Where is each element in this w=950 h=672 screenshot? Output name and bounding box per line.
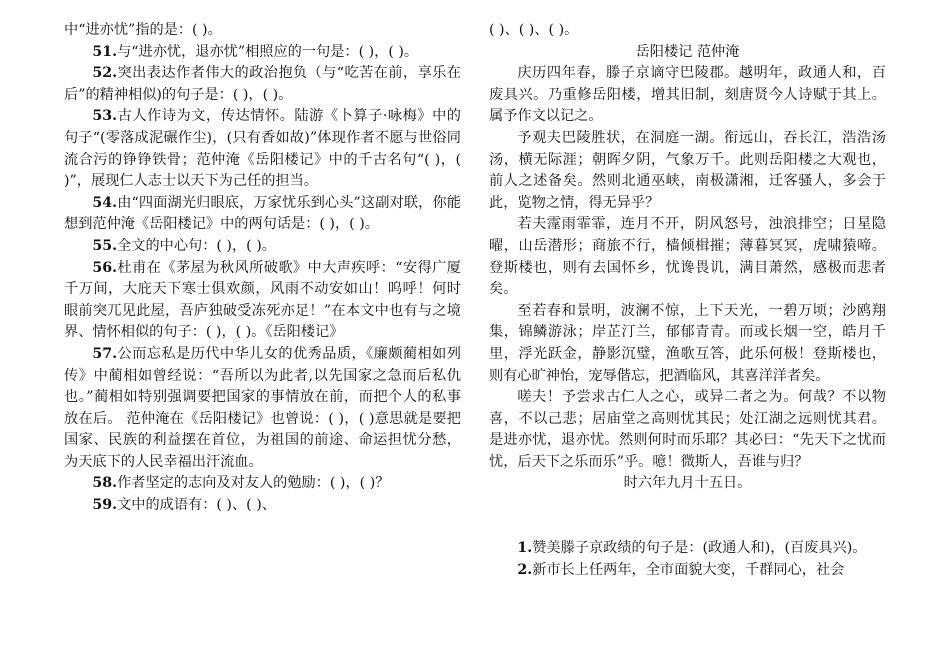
question-number: 53. <box>92 108 118 125</box>
spacer <box>489 495 886 538</box>
question-number: 59. <box>92 497 118 514</box>
question-52 <box>64 63 461 106</box>
question-text: 由“四面湖光归眼底，万家忧乐到心头”这副对联，你能想到范仲淹《岳阳楼记》中的两句话是：( )，( )。 <box>64 194 461 233</box>
question-2 <box>489 560 886 582</box>
question-text: 文中的成语有：( )、( )、 <box>117 497 276 514</box>
essay-paragraph: 庆历四年春，滕子京谪守巴陵郡。越明年，政通人和，百废具兴。乃重修岳阳楼，增其旧制，刻唐贤今人诗赋于其上。属予作文以记之。 <box>489 65 886 125</box>
question-59 <box>64 495 461 517</box>
question-56 <box>64 258 461 344</box>
question-58 <box>64 473 461 495</box>
question-55 <box>64 236 461 258</box>
question-1 <box>489 538 886 560</box>
essay-date: 时六年九月十五日。 <box>623 475 752 492</box>
essay-title: 岳阳楼记 范仲淹 <box>635 43 740 60</box>
question-text: 古人作诗为文，传达情怀。陆游《卜算子·咏梅》中的句子“(零落成泥碾作尘)，(只有香如故)”体现作者不愿与世俗同流合污的铮铮铁骨；范仲淹《岳阳楼记》中的千古名句“( )，( )”，展现仁人志士以天下为己任的担当。 <box>64 108 461 190</box>
question-number: 51. <box>92 43 118 60</box>
question-text: 突出表达作者伟大的政治抱负（与“吃苦在前，享乐在后”的精神相似)的句子是：( )，( )。 <box>64 65 461 103</box>
essay-paragraph: 至若春和景明，波澜不惊，上下天光，一碧万顷；沙鸥翔集，锦鳞游泳；岸芷汀兰，郁郁青青。而或长烟一空，皓月千里，浮光跃金，静影沉璧，渔歌互答，此乐何极！登斯楼也，则有心旷神怡，宠辱偕忘，把酒临风，其喜洋洋者矣。 <box>489 302 886 384</box>
question-text: 作者坚定的志向及对友人的勉励：( )，( )？ <box>117 475 390 492</box>
question-number: 54. <box>92 194 118 211</box>
question-text: 杜甫在《茅屋为秋风所破歌》中大声疾呼：“安得广厦千万间，大庇天下寒士俱欢颜，风雨不动安如山！呜呼！何时眼前突兀见此屋，吾庐独破受冻死亦足！”在本文中也有与之境界、情怀相似的句子：( )，( )。《岳阳楼记》 <box>64 259 461 341</box>
left-column <box>64 20 461 517</box>
essay-paragraph: 若夫霪雨霏霏，连月不开，阴风怒号，浊浪排空；日星隐曜，山岳潜形；商旅不行，樯倾楫摧；薄暮冥冥，虎啸猿啼。登斯楼也，则有去国怀乡，忧谗畏讥，满目萧然，感极而悲者矣。 <box>489 216 886 298</box>
question-54 <box>64 193 461 236</box>
question-number: 52. <box>92 65 118 82</box>
essay-paragraph: 嗟夫！予尝求古仁人之心，或异二者之为。何哉？不以物喜，不以己悲；居庙堂之高则忧其民；处江湖之远则忧其君。是进亦忧，退亦忧。然则何时而乐耶？其必曰：“先天下之忧而忧，后天下之乐而乐”乎。噫！微斯人，吾谁与归？ <box>489 389 886 470</box>
question-text: 公而忘私是历代中华儿女的优秀品质，《廉颇蔺相如列传》中蔺相如曾经说：“吾所以为此者,以先国家之急而后私仇也。”蔺相如特别强调要把国家的事情放在前，而把个人的私事放在后。 范仲淹在《岳阳楼记》也曾说：( )，( )意思就是要把国家、民族的利益摆在首位，为祖国的前途、命运担忧分愁，为天底下的人民幸福出汗流血。 <box>64 345 461 470</box>
question-number: 57. <box>92 345 118 362</box>
question-51 <box>64 42 461 64</box>
question-number: 56. <box>92 259 118 276</box>
question-number: 2. <box>517 561 533 578</box>
question-57 <box>64 344 461 474</box>
question-number: 1. <box>517 540 533 557</box>
question-50-tail <box>64 20 461 42</box>
question-text: 中“进亦忧”指的是：( )。 <box>64 22 222 38</box>
question-53 <box>64 106 461 192</box>
question-text: 赞美滕子京政绩的句子是：(政通人和)，(百废具兴)。 <box>532 540 867 557</box>
question-text: 全文的中心句：( )，( )。 <box>117 237 276 254</box>
essay-paragraph: 予观夫巴陵胜状，在洞庭一湖。衔远山，吞长江，浩浩汤汤，横无际涯；朝晖夕阴，气象万千。此则岳阳楼之大观也，前人之述备矣。然则北通巫峡，南极潇湘，迁客骚人，多会于此，览物之情，得无异乎？ <box>489 129 886 211</box>
question-text: 新市长上任两年，全市面貌大变，千群同心，社会 <box>532 561 845 578</box>
question-number: 58. <box>92 475 118 492</box>
question-59-tail: ( )、( )、( )。 <box>489 22 579 38</box>
right-column <box>489 20 886 581</box>
question-number: 55. <box>92 237 118 254</box>
question-text: 与“进亦忧，退亦忧”相照应的一句是：( )，( )。 <box>117 43 419 60</box>
